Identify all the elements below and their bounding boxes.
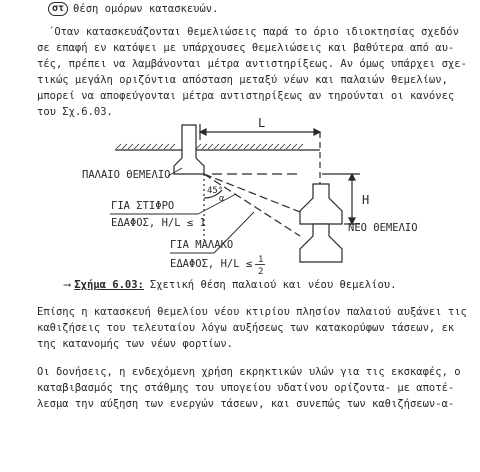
stiff-ratio-label: ΕΔΑΦΟΣ, H/L ≤ 1 <box>111 217 206 229</box>
caption-text: Σχετική θέση παλαιού και νέου θεμελίου. <box>149 279 397 291</box>
dim-h-label: H <box>362 193 370 207</box>
caption-arrow-icon: ⟶ <box>64 279 71 291</box>
section-badge: στ <box>48 2 68 16</box>
soft-soil-line <box>204 174 300 236</box>
intro-line: μπορεί να αποφεύγονται μέτρα αντιστηρίξεως αν τηρούνται οι κανόνες <box>37 90 455 102</box>
intro-line: του Σχ.6.03. <box>37 106 113 118</box>
paragraph-line: καθιζήσεις του τελευταίου λόγω αυξήσεως των κατακορύφων τάσεων, εκ <box>37 322 455 334</box>
paragraph-line: λεσμα την αύξηση των ενεργών τάσεων, και συνεπώς των καθιζήσεων-α- <box>37 398 455 410</box>
fraction-numerator: 1 <box>258 255 264 265</box>
intro-line: σε επαφή εν κατόψει με υπάρχουσες θεμελιώσεις και βαθύτερα από αυ- <box>37 42 455 54</box>
soft-soil-label: ΓΙΑ ΜΑΛΑΚΟ <box>170 239 234 251</box>
paragraph-line: Επίσης η κατασκευή θεμελίου νέου κτιρίου πλησίον παλαιού αυξάνει τις <box>37 306 467 318</box>
dim-l-label: L <box>258 116 266 130</box>
alpha-label: α <box>219 194 225 204</box>
paragraph-line: της κατανομής των νέων φορτίων. <box>37 338 233 350</box>
fraction-denominator: 2 <box>258 267 264 277</box>
stiff-soil-label: ΓΙΑ ΣΤΙΦΡΟ <box>111 200 175 212</box>
new-foundation-upper <box>300 184 342 224</box>
paragraph-line: Οι δονήσεις, η ενδεχόμενη χρήση εκρηκτικών υλών για τις εκσκαφές, ο <box>37 366 461 378</box>
section-title: θέση ομόρων κατασκευών. <box>73 3 219 15</box>
paragraph-line: καταβιβασμός της στάθμης του υπογείου υδατίνου ορίζοντα- με αποτέ- <box>37 382 455 394</box>
intro-line: τικώς μεγάλη οριζόντια απόσταση μεταξύ νέων και παλαιών θεμελίων, <box>37 74 448 86</box>
figure-caption <box>64 279 396 291</box>
intro-line: ΄Οταν κατασκευάζονται θεμελιώσεις παρά το όριο ιδιοκτησίας σχεδόν <box>48 26 459 38</box>
old-foundation-label: ΠΑΛΑΙΟ ΘΕΜΕΛΙΟ <box>82 169 171 181</box>
angle-label: 45° <box>207 186 224 196</box>
caption-label: Σχήμα 6.03: <box>74 279 144 291</box>
ground-hatching <box>116 144 303 149</box>
new-foundation-label: ΝΕΟ ΘΕΜΕΛΙΟ <box>348 222 418 234</box>
intro-line: τές, πρέπει να λαμβάνονται μέτρα αντιστηρίξεως. Αν όμως υπάρχει σχε- <box>37 58 467 70</box>
new-foundation-lower <box>300 224 342 262</box>
soft-ratio-label: ΕΔΑΦΟΣ, H/L ≤ <box>170 258 253 270</box>
